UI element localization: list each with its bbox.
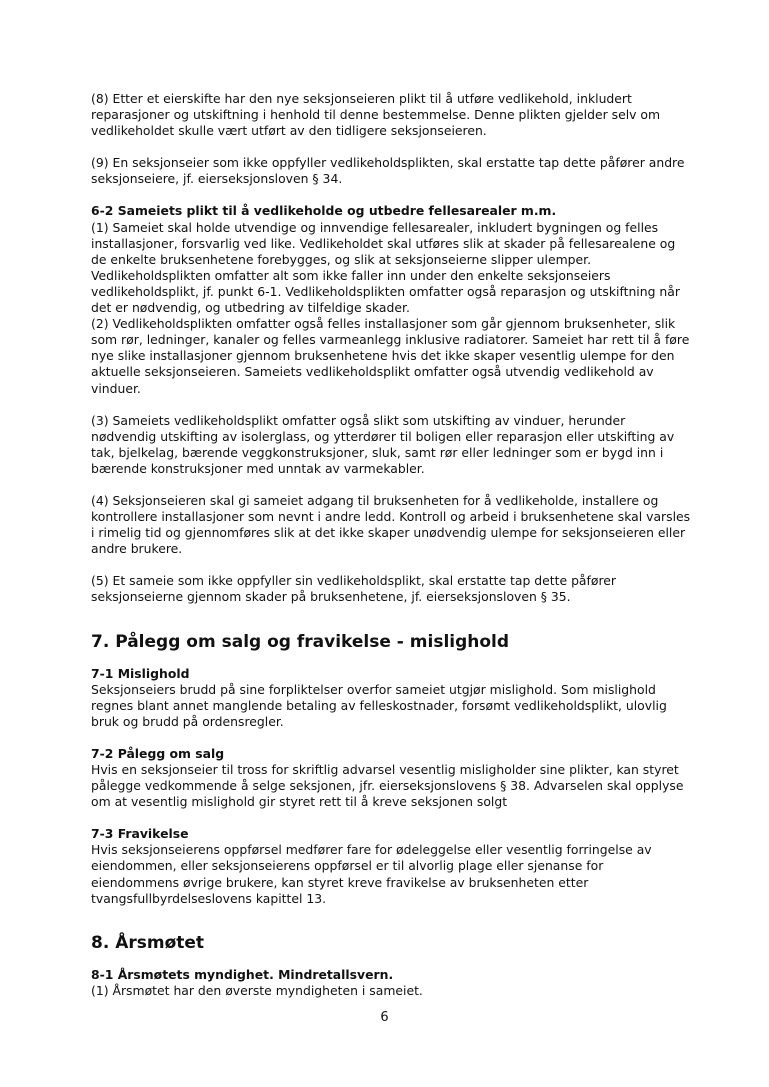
paragraph-6-2-5: (5) Et sameie som ikke oppfyller sin vedlikeholdsplikt, skal erstatte tap dette påfører seksjonseierne gjennom skader på bruksenhetene, jf. eierseksjonsloven § 35. bbox=[91, 573, 617, 605]
heading-7-3: 7-3 Fravikelse bbox=[91, 826, 189, 842]
heading-6-2: 6-2 Sameiets plikt til å vedlikeholde og utbedre fellesarealer m.m. bbox=[91, 203, 557, 219]
paragraph-6-2-1: (1) Sameiet skal holde utvendige og innvendige fellesarealer, inkludert bygningen og felles installasjoner, forsvarlig ved like. Vedlikeholdet skal utføres slik at skader på fellesarealene og de enkelte bruksenhetene forebygges, og slik at seksjonseierne slipper ulemper. Vedlikeholdsplikten omfatter alt som ikke faller inn under den enkelte seksjonseiers vedlikeholdsplikt, jf. punkt 6-1. Vedlikeholdsplikten omfatter også reparasjon og utskiftning når det er nødvendig, og utbedring av tilfeldige skader. bbox=[91, 219, 680, 316]
paragraph-8-1-1: (1) Årsmøtet har den øverste myndigheten i sameiet. bbox=[91, 982, 423, 998]
document-page bbox=[91, 91, 691, 999]
page-number: 6 bbox=[380, 1010, 389, 1025]
paragraph-7-2: Hvis en seksjonseier til tross for skriftlig advarsel vesentlig misligholder sine plikter, kan styret pålegge vedkommende å selge seksjonen, jfr. eierseksjonslovens § 38. Advarselen skal opplyse om at vesentlig mislighold gir styret rett til å kreve seksjonen solgt bbox=[91, 762, 684, 810]
paragraph-6-2-2: (2) Vedlikeholdsplikten omfatter også felles installasjoner som går gjennom bruksenheter, slik som rør, ledninger, kanaler og felles varmeanlegg inklusive radiatorer. Sameiet har rett til å føre nye slike installasjoner gjennom bruksenhetene hvis det ikke skaper vesentlig ulempe for den aktuelle seksjonseieren. Sameiets vedlikeholdsplikt omfatter også utvendig vedlikehold av vinduer. bbox=[91, 316, 690, 396]
paragraph-6-1-8: (8) Etter et eierskifte har den nye seksjonseieren plikt til å utføre vedlikehold, inkludert reparasjoner og utskiftning i henhold til denne bestemmelse. Denne plikten gjelder selv om vedlikeholdet skulle vært utført av den tidligere seksjonseieren. bbox=[91, 91, 661, 139]
heading-7-1: 7-1 Mislighold bbox=[91, 665, 190, 681]
paragraph-7-1: Seksjonseiers brudd på sine forpliktelser overfor sameiet utgjør mislighold. Som mislighold regnes blant annet manglende betaling av felleskostnader, forsømt vedlikeholdsplikt, ulovlig bruk og brudd på ordensregler. bbox=[91, 681, 667, 729]
paragraph-7-3: Hvis seksjonseierens oppførsel medfører fare for ødeleggelse eller vesentlig forringelse av eiendommen, eller seksjonseierens oppførsel er til alvorlig plage eller sjenanse for eiendommens øvrige brukere, kan styret kreve fravikelse av bruksenheten etter tvangsfullbyrdelseslovens kapittel 13. bbox=[91, 842, 652, 906]
paragraph-6-2-3: (3) Sameiets vedlikeholdsplikt omfatter også slikt som utskifting av vinduer, herunder nødvendig utskifting av isolerglass, og ytterdører til boligen eller reparasjon eller utskifting av tak, bjelkelag, bærende veggkonstruksjoner, sluk, samt rør eller ledninger som er bygd inn i bærende konstruksjoner med unntak av varmekabler. bbox=[91, 412, 675, 476]
paragraph-6-1-9: (9) En seksjonseier som ikke oppfyller vedlikeholdsplikten, skal erstatte tap dette påfører andre seksjonseiere, jf. eierseksjonsloven § 34. bbox=[91, 155, 685, 187]
heading-section-7: 7. Pålegg om salg og fravikelse - mislighold bbox=[91, 631, 510, 652]
heading-section-8: 8. Årsmøtet bbox=[91, 932, 205, 953]
paragraph-6-2-4: (4) Seksjonseieren skal gi sameiet adgang til bruksenheten for å vedlikeholde, installere og kontrollere installasjoner som nevnt i andre ledd. Kontroll og arbeid i bruksenhetene skal varsles i rimelig tid og gjennomføres slik at det ikke skaper unødvendig ulempe for seksjonseieren eller andre brukere. bbox=[91, 492, 691, 557]
heading-7-2: 7-2 Pålegg om salg bbox=[91, 745, 225, 761]
heading-8-1: 8-1 Årsmøtets myndighet. Mindretallsvern. bbox=[91, 966, 394, 982]
